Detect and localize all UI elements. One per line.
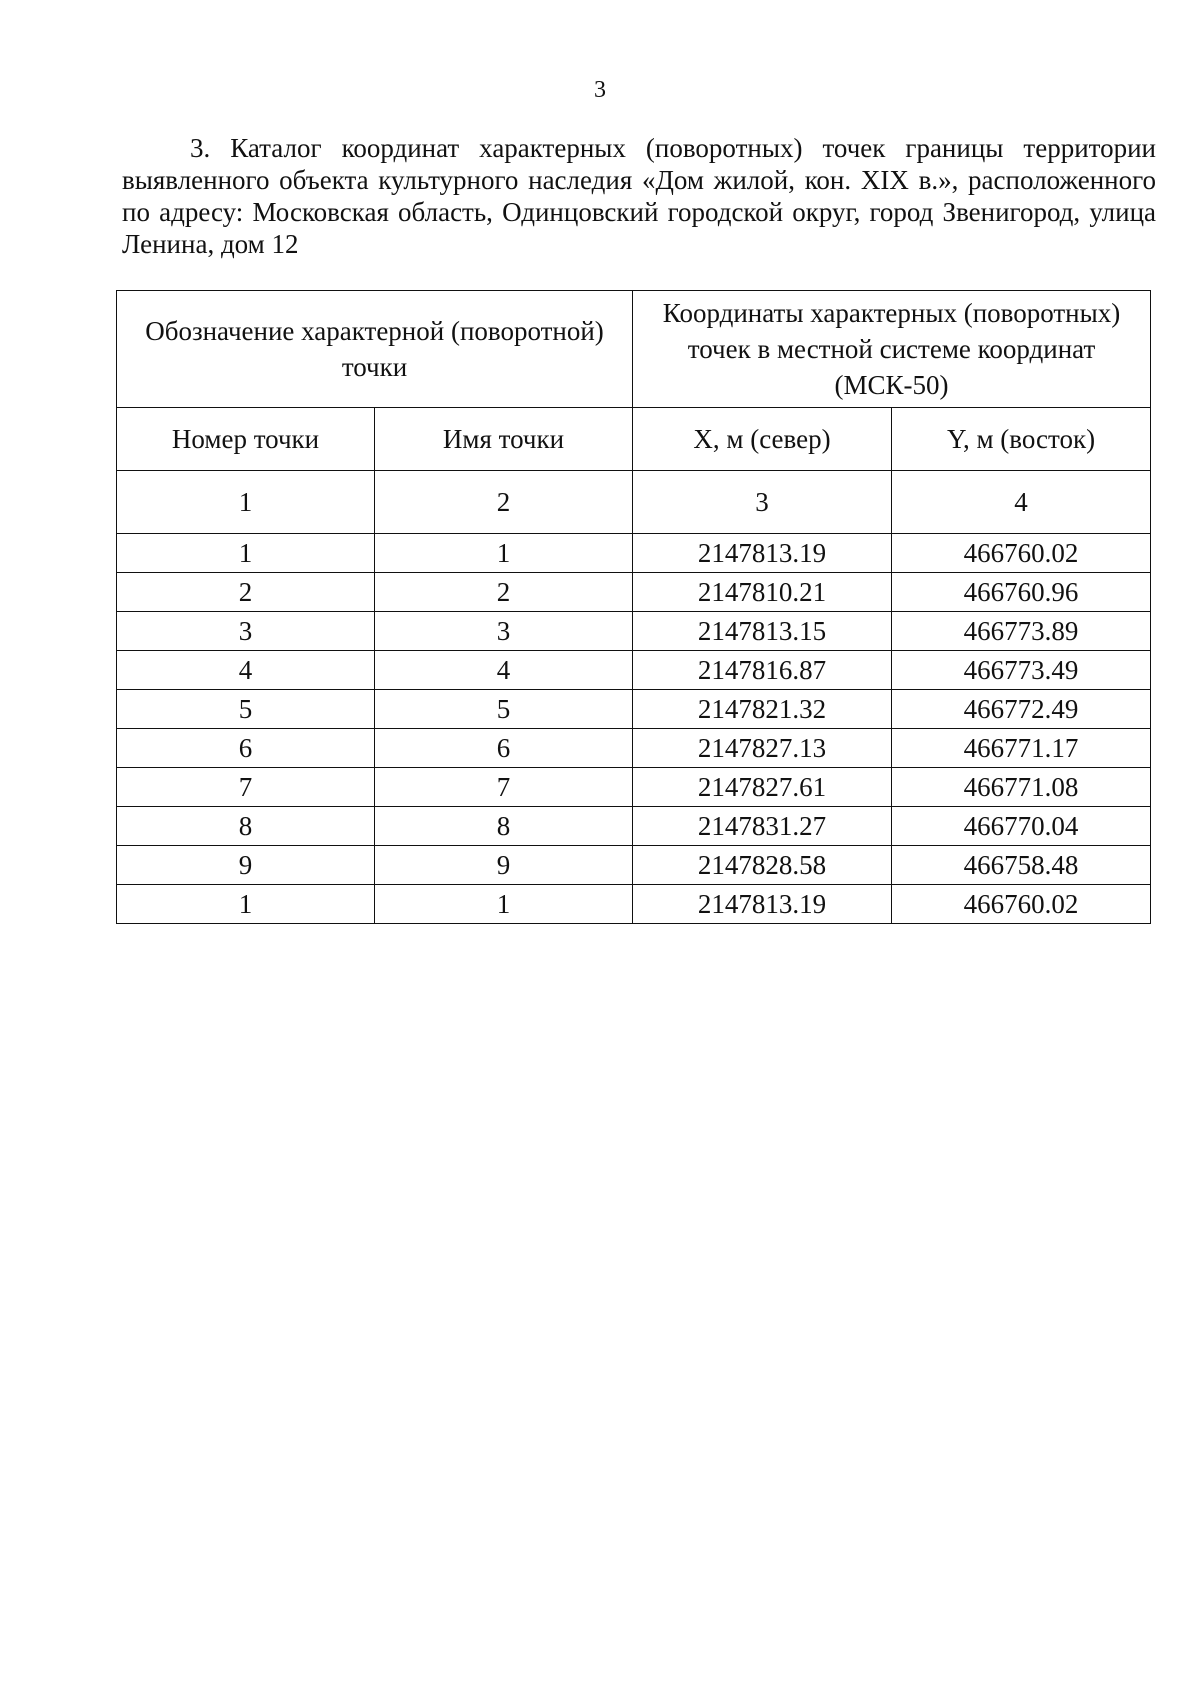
table-row (117, 885, 1151, 924)
point-name-cell: 2 (375, 573, 633, 612)
table-row (117, 534, 1151, 573)
point-number-cell: 2 (117, 573, 375, 612)
y-coordinate-cell: 466773.49 (892, 651, 1151, 690)
column-number: 1 (117, 471, 375, 534)
point-name-cell: 9 (375, 846, 633, 885)
table-row (117, 573, 1151, 612)
x-coordinate-cell: 2147816.87 (633, 651, 892, 690)
y-coordinate-cell: 466758.48 (892, 846, 1151, 885)
column-header-row (117, 408, 1151, 471)
x-coordinate-cell: 2147813.19 (633, 534, 892, 573)
x-coordinate-cell: 2147810.21 (633, 573, 892, 612)
column-header-x: X, м (север) (633, 408, 892, 471)
point-name-cell: 7 (375, 768, 633, 807)
y-coordinate-cell: 466772.49 (892, 690, 1151, 729)
point-name-cell: 6 (375, 729, 633, 768)
x-coordinate-cell: 2147813.19 (633, 885, 892, 924)
y-coordinate-cell: 466771.08 (892, 768, 1151, 807)
y-coordinate-cell: 466770.04 (892, 807, 1151, 846)
table-row (117, 651, 1151, 690)
page-number: 3 (594, 77, 606, 103)
x-coordinate-cell: 2147827.61 (633, 768, 892, 807)
catalog-intro-paragraph: 3. Каталог координат характерных (поворотных) точек границы территории выявленного объекта культурного наследия «Дом жилой, кон. XIX в.», расположенного по адресу: Московская область, Одинцовский городской округ, город Звенигород, улица Ленина, дом 12 (122, 133, 1156, 259)
column-header-point-name: Имя точки (375, 408, 633, 471)
y-coordinate-cell: 466773.89 (892, 612, 1151, 651)
table-row (117, 768, 1151, 807)
column-number: 4 (892, 471, 1151, 534)
x-coordinate-cell: 2147813.15 (633, 612, 892, 651)
point-name-cell: 4 (375, 651, 633, 690)
table-row (117, 729, 1151, 768)
point-name-cell: 8 (375, 807, 633, 846)
point-name-cell: 1 (375, 534, 633, 573)
x-coordinate-cell: 2147827.13 (633, 729, 892, 768)
table-row (117, 807, 1151, 846)
point-designation-header: Обозначение характерной (поворотной) точки (117, 291, 633, 408)
coordinates-table (116, 290, 1151, 924)
y-coordinate-cell: 466760.02 (892, 534, 1151, 573)
column-number: 2 (375, 471, 633, 534)
point-number-cell: 1 (117, 534, 375, 573)
table-row (117, 612, 1151, 651)
point-number-cell: 5 (117, 690, 375, 729)
y-coordinate-cell: 466771.17 (892, 729, 1151, 768)
column-header-y: Y, м (восток) (892, 408, 1151, 471)
x-coordinate-cell: 2147831.27 (633, 807, 892, 846)
point-number-cell: 9 (117, 846, 375, 885)
header-group-row (117, 291, 1151, 408)
coordinates-header: Координаты характерных (поворотных) точек в местной системе координат (МСК-50) (633, 291, 1151, 408)
x-coordinate-cell: 2147821.32 (633, 690, 892, 729)
column-header-point-number: Номер точки (117, 408, 375, 471)
y-coordinate-cell: 466760.96 (892, 573, 1151, 612)
table-row (117, 690, 1151, 729)
point-name-cell: 5 (375, 690, 633, 729)
point-number-cell: 6 (117, 729, 375, 768)
point-name-cell: 3 (375, 612, 633, 651)
table-row (117, 846, 1151, 885)
point-number-cell: 1 (117, 885, 375, 924)
y-coordinate-cell: 466760.02 (892, 885, 1151, 924)
point-number-cell: 3 (117, 612, 375, 651)
point-name-cell: 1 (375, 885, 633, 924)
point-number-cell: 8 (117, 807, 375, 846)
point-number-cell: 7 (117, 768, 375, 807)
column-number: 3 (633, 471, 892, 534)
x-coordinate-cell: 2147828.58 (633, 846, 892, 885)
column-number-row (117, 471, 1151, 534)
point-number-cell: 4 (117, 651, 375, 690)
